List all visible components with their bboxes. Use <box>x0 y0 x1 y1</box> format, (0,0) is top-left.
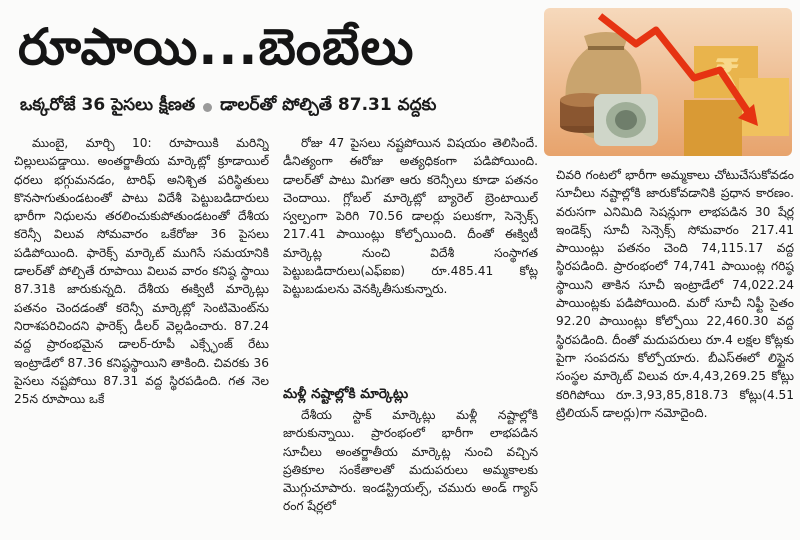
rupee-symbol: ₹ <box>714 51 741 95</box>
article-paragraph: చివరి గంటలో భారీగా అమ్మకాలు చోటుచేసుకోవడం సూచీలు నష్టాల్లోకి జారుకోవడానికి ప్రధాన కారణం. వరుసగా ఎనిమిది సెషన్లుగా లాభపడిన 30 షేర్ల ఇండెక్స్ సూచీ సెన్సెక్స్ సోమవారం 217.41 పాయింట్లు పతనం చెంది 74,115.17 వద్ద స్థిరపడింది. ప్రారంభంలో 74,741 పాయింట్ల గరిష్ఠ స్థాయిని తాకిన సూచీ ఇంట్రాడేలో 74,022.24 పాయింట్లకు పడిపోయింది. మరో సూచీ నిఫ్టీ సైతం 92.20 పాయింట్లు కోల్పోయి 22,460.30 వద్ద స్థిరపడింది. దీంతో మదుపరులు రూ.4 లక్షల కోట్లకు పైగా సంపదను కోల్పోయారు. బీఎస్ఈలో లిస్టైన సంస్థల మార్కెట్ విలువ రూ.4,43,269.25 కోట్లు కరిగిపోయి రూ.3,93,85,818.73 కోట్లు(4.51 ట్రిలియన్ డాలర్లు)గా నమోదైంది. <box>556 168 794 420</box>
article-column-2 <box>283 134 538 384</box>
section-subheading: మళ్లీ నష్టాల్లోకి మార్కెట్లు <box>283 386 409 402</box>
subheadline-right: డాలర్‌తో పోల్చితే 87.31 వద్దకు <box>220 95 437 115</box>
news-photo <box>544 8 792 156</box>
rupee-fall-illustration <box>544 8 792 156</box>
article-paragraph: దేశీయ స్టాక్ మార్కెట్లు మళ్లీ నష్టాల్లోకి జారుకున్నాయి. ప్రారంభంలో భారీగా లాభపడిన సూచీలు అంతర్జాతీయ మార్కెట్ల నుంచి వచ్చిన ప్రతికూల సంకేతాలతో మదుపరులు అమ్మకాలకు మొగ్గుచూపారు. ఇండస్ట్రియల్స్, చమురు అండ్ గ్యాస్ రంగ షేర్లలో <box>283 408 538 514</box>
article-column-3 <box>556 166 794 536</box>
article-column-1 <box>14 134 269 534</box>
subheadline-left: ఒక్కరోజే 36 పైసలు క్షీణత <box>20 95 196 115</box>
subheadline <box>20 92 540 122</box>
bullet-separator <box>203 103 212 112</box>
article-paragraph: రోజు 47 పైసలు నష్టపోయిన విషయం తెలిసిందే. డీనిత్యంగా ఈరోజు అత్యధికంగా పడిపోయింది. డాలర్‌తో పాటు మిగతా ఆరు కరెన్సీలు కూడా పతనం చెందాయి. గ్లోబల్ మార్కెట్లో బ్యారెల్ బ్రెంటాయిల్ స్వల్పంగా పెరిగి 70.56 డాలర్లు పలుకగా, సెన్సెక్స్ 217.41 పాయింట్లు కోల్పోయింది. దీంతో ఈక్విటీ మార్కెట్ల నుంచి విదేశీ సంస్థాగత పెట్టుబడిదారులు(ఎఫ్ఐఐ) రూ.485.41 కోట్ల పెట్టుబడులను వెనక్కితీసుకున్నారు. <box>283 136 538 297</box>
article-column-2-continued <box>283 406 538 536</box>
headline: రూపాయి...బెంబేలు <box>18 18 415 76</box>
article-paragraph: ముంబై, మార్చి 10: రూపాయికి మరిన్ని చిల్లులుపడ్డాయి. అంతర్జాతీయ మార్కెట్లో క్రూడాయిల్ ధరలు భగ్గుమనడం, టారిఫ్ అనిశ్చిత పరిస్థితులు కొనసాగుతుండటంతో పాటు విదేశీ పెట్టుబడిదారులు భారీగా నిధులను తరలించుకుపోతుండటంతో దేశీయ కరెన్సీ విలువ సోమవారం ఒకేరోజు 36 పైసలు పడిపోయింది. ఫారెక్స్ మార్కెట్ ముగిసే సమయానికి డాలర్‌తో పోల్చితే రూపాయి విలువ వారం కనిష్ఠ స్థాయి 87.31కి జారుకున్నది. దేశీయ ఈక్విటీ మార్కెట్లు పతనం చెందడంతో కరెన్సీ మార్కెట్లో సెంటిమెంట్‌ను నిరాశపరిచిందని ఫారెక్స్ డీలర్ వెల్లడించారు. 87.24 వద్ద ప్రారంభమైన డాలర్-రూపీ ఎక్స్ఛేంజ్ రేటు ఇంట్రాడేలో 87.36 కనిష్ఠస్థాయిని తాకింది. చివరకు 36 పైసలు నష్టపోయి 87.31 వద్ద స్థిరపడింది. గత నెల 25న రూపాయి ఒకే <box>14 136 269 407</box>
